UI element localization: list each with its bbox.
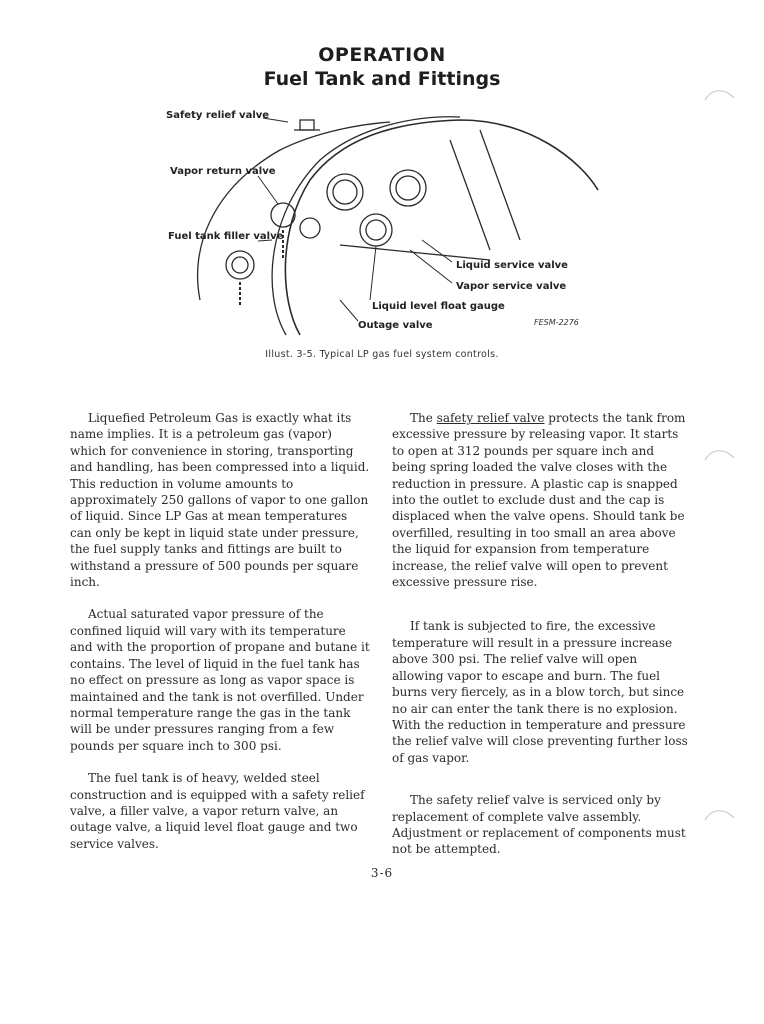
paragraph-lead: The (410, 411, 433, 425)
paragraph: Liquefied Petroleum Gas is exactly what its name implies. It is a petroleum gas (vapor) which for convenience in storing, transporting and handling, has been compressed into a liquid. This reduction in volume amounts to approximately 250 gallons of vapor to one gallon of liquid. Since LP Gas at mean temperatures can only be kept in liquid state under pressure, the fuel supply tanks and fittings are built to withstand a pressure of 500 pounds per square inch. (70, 411, 370, 590)
label-vapor-return-valve: Vapor return valve (170, 166, 276, 177)
paragraph-rest: protects the tank from excessive pressure by releasing vapor. It starts to open at 312 pounds per square inch and being spring loaded the valve closes with the reduction in pressure. A plastic cap is snapped into the outlet to exclude dust and the cap is displaced when the valve opens. Should tank be overfilled, resulting in too small an area above the liquid for expansion from temperature increase, the relief valve will open to prevent excessive pressure rise. (392, 411, 686, 590)
binder-hole-mark (700, 800, 740, 840)
fuel-system-illustration (160, 100, 600, 340)
underlined-term: safety relief valve (436, 411, 545, 425)
paragraph: If tank is subjected to fire, the excessive temperature will result in a pressure increase above 300 psi. The relief valve will open allowing vapor to escape and burn. The fuel burns very fiercely, as in a blow torch, but since no air can enter the tank there is no explosion. With the reduction in temperature and pressure the relief valve will close preventing further loss of gas vapor. (392, 619, 688, 765)
label-fuel-tank-filler-valve: Fuel tank filler valve (168, 231, 284, 242)
label-safety-relief-valve: Safety relief valve (166, 110, 270, 121)
section-subtitle: Fuel Tank and Fittings (263, 68, 501, 90)
paragraph (392, 410, 688, 590)
paragraph: Actual saturated vapor pressure of the confined liquid will vary with its temperature and with the proportion of propane and butane it contains. The level of liquid in the fuel tank has no effect on pressure as long as vapor space is maintained and the tank is not overfilled. Under normal temperature range the gas in the tank will be under pressures ranging from a few pounds per square inch to 300 psi. (70, 607, 370, 753)
paragraph: The fuel tank is of heavy, welded steel construction and is equipped with a safety relief valve, a filler valve, a vapor return valve, an outage valve, a liquid level float gauge and two service valves. (70, 771, 365, 851)
label-outage-valve: Outage valve (358, 320, 433, 331)
label-vapor-service-valve: Vapor service valve (456, 281, 567, 292)
label-liquid-service-valve: Liquid service valve (456, 260, 568, 271)
section-title: OPERATION (318, 44, 446, 66)
binder-hole-mark (700, 80, 740, 120)
figure-caption: Illust. 3-5. Typical LP gas fuel system controls. (265, 349, 499, 360)
right-column (392, 410, 688, 874)
label-liquid-level-float-gauge: Liquid level float gauge (372, 301, 505, 312)
binder-hole-mark (700, 440, 740, 480)
figure-code: FESM-2276 (534, 318, 579, 327)
page-number: 3-6 (370, 866, 394, 880)
left-column (70, 410, 370, 868)
paragraph: The safety relief valve is serviced only by replacement of complete valve assembly. Adjustment or replacement of components must not be attempted. (392, 793, 686, 857)
